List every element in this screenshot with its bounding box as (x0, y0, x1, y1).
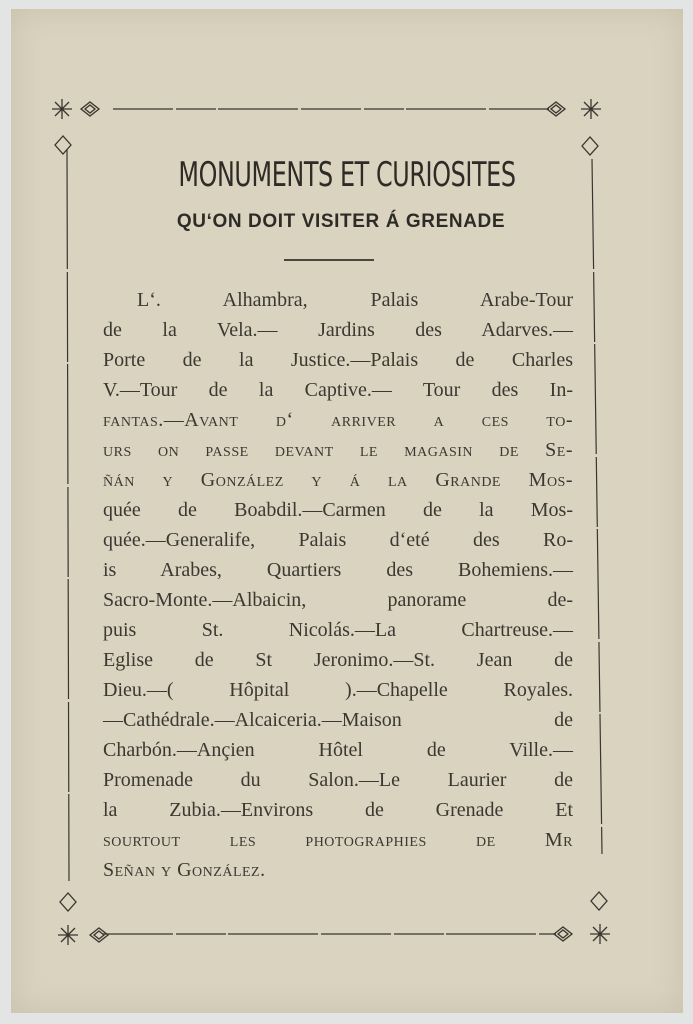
corner-flourish-icon (554, 892, 610, 944)
text-line: Porte de la Justice.—Palais de Charles (103, 349, 573, 371)
text-line: urs on passe devant le magasin de Se- (103, 439, 573, 461)
text-line: Charbón.—Ançien Hôtel de Ville.— (103, 739, 573, 761)
text-line: puis St. Nicolás.—La Chartreuse.— (103, 619, 573, 641)
corner-flourish-icon (52, 99, 99, 154)
document-subtitle: QU‘ON DOIT VISITER Á GRENADE (176, 211, 506, 232)
text-line: quée.—Generalife, Palais d‘eté des Ro- (103, 529, 573, 551)
text-line: Señan y González. (103, 859, 266, 881)
text-line: de la Vela.— Jardins des Adarves.— (103, 319, 573, 341)
text-line: Sacro-Monte.—Albaicin, panorame de- (103, 589, 573, 611)
document-title: MONUMENTS ET CURIOSITES (178, 155, 516, 195)
text-line: L‘. Alhambra, Palais Arabe-Tour (137, 289, 573, 311)
text-line: is Arabes, Quartiers des Bohemiens.— (103, 559, 573, 581)
text-line: la Zubia.—Environs de Grenade Et (103, 799, 573, 821)
text-line: fantas.—Avant d‘ arriver a ces to- (103, 409, 573, 431)
corner-flourish-icon (547, 99, 601, 155)
text-line: sourtout les photographies de Mr (103, 829, 573, 851)
text-line: —Cathédrale.—Alcaiceria.—Maison de (103, 709, 573, 731)
text-line: Eglise de St Jeronimo.—St. Jean de (103, 649, 573, 671)
text-line: V.—Tour de la Captive.— Tour des In- (103, 379, 573, 401)
monument-list-text (103, 285, 573, 885)
text-line: Promenade du Salon.—Le Laurier de (103, 769, 573, 791)
corner-flourish-icon (58, 893, 108, 945)
document-card (11, 9, 683, 1013)
text-line: Dieu.—( Hôpital ).—Chapelle Royales. (103, 679, 573, 701)
title-divider (284, 259, 374, 261)
text-line: ñán y González y á la Grande Mos- (103, 469, 573, 491)
text-line: quée de Boabdil.—Carmen de la Mos- (103, 499, 573, 521)
